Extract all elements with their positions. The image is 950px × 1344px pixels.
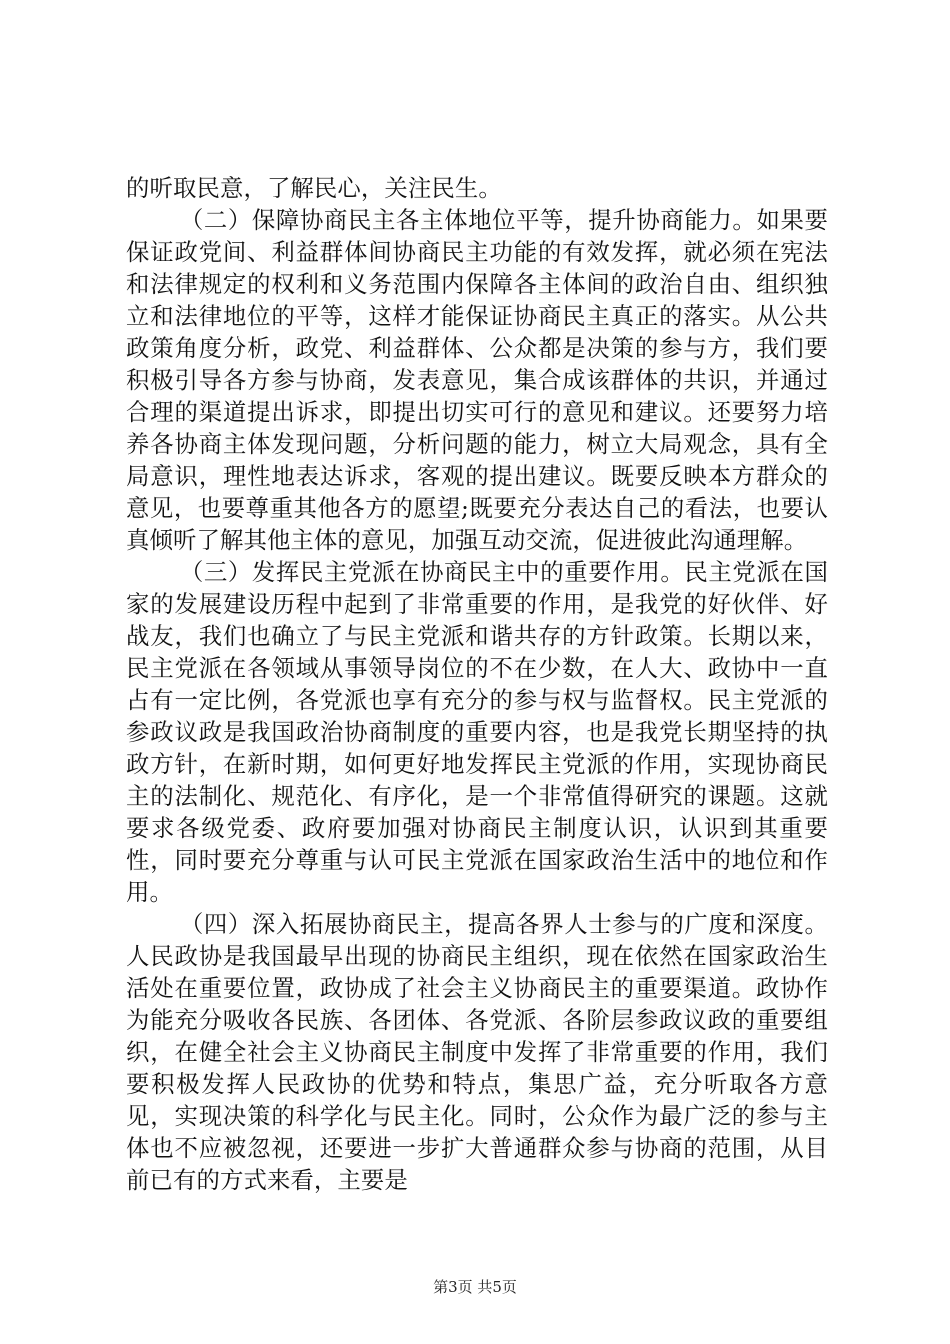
paragraph-continuation: 的听取民意，了解民心，关注民生。	[126, 174, 502, 202]
paragraph-section-4: （四）深入拓展协商民主，提高各界人士参与的广度和深度。人民政协是我国最早出现的协商民主组织，现在依然在国家政治生活处在重要位置，政协成了社会主义协商民主的重要渠道。政协作为能充分吸收各民族、各团体、各党派、各阶层参政议政的重要组织，在健全社会主义协商民主制度中发挥了非常重要的作用，我们要积极发挥人民政协的优势和特点，集思广益，充分听取各方意见，实现决策的科学化与民主化。同时，公众作为最广泛的参与主体也不应被忽视，还要进一步扩大普通群众参与协商的范围，从目前已有的方式来看，主要是	[126, 910, 828, 1194]
paragraph-section-2: （二）保障协商民主各主体地位平等，提升协商能力。如果要保证政党间、利益群体间协商民主功能的有效发挥，就必须在宪法和法律规定的权利和义务范围内保障各主体间的政治自由、组织独立和法律地位的平等，这样才能保证协商民主真正的落实。从公共政策角度分析，政党、利益群体、公众都是决策的参与方，我们要积极引导各方参与协商，发表意见，集合成该群体的共识，并通过合理的渠道提出诉求，即提出切实可行的意见和建议。还要努力培养各协商主体发现问题，分析问题的能力，树立大局观念，具有全局意识，理性地表达诉求，客观的提出建议。既要反映本方群众的意见，也要尊重其他各方的愿望;既要充分表达自己的看法，也要认真倾听了解其他主体的意见，加强互动交流，促进彼此沟通理解。	[126, 206, 828, 554]
body-text	[126, 172, 828, 1196]
page-number-footer: 第3页 共5页	[433, 1278, 517, 1296]
paragraph-section-3: （三）发挥民主党派在协商民主中的重要作用。民主党派在国家的发展建设历程中起到了非常重要的作用，是我党的好伙伴、好战友，我们也确立了与民主党派和谐共存的方针政策。长期以来，民主党派在各领域从事领导岗位的不在少数，在人大、政协中一直占有一定比例，各党派也享有充分的参与权与监督权。民主党派的参政议政是我国政治协商制度的重要内容，也是我党长期坚持的执政方针，在新时期，如何更好地发挥民主党派的作用，实现协商民主的法制化、规范化、有序化，是一个非常值得研究的课题。这就要求各级党委、政府要加强对协商民主制度认识，认识到其重要性，同时要充分尊重与认可民主党派在国家政治生活中的地位和作用。	[126, 558, 828, 906]
